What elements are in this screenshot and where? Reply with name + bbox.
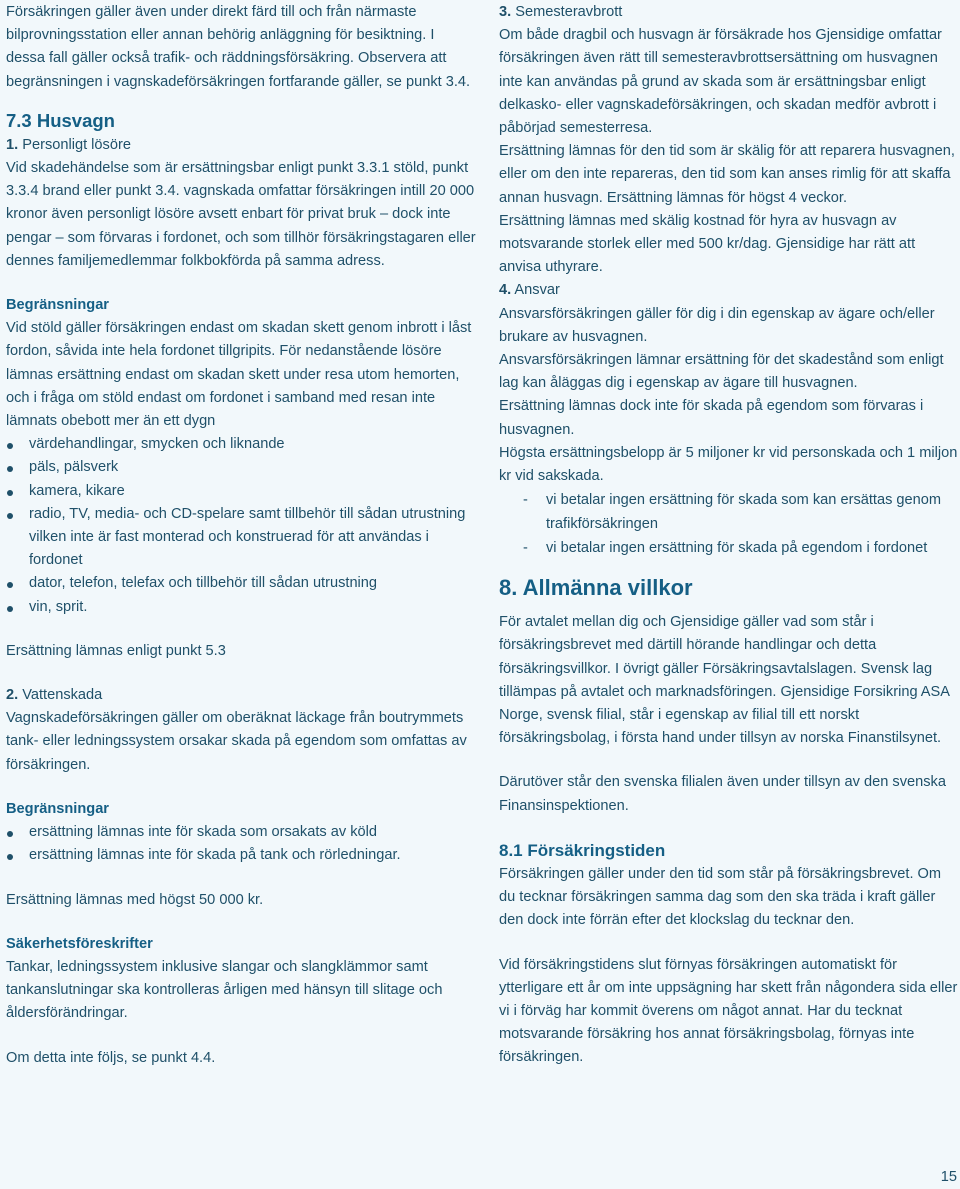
item-3-heading xyxy=(499,1,960,24)
item-2-number: 2. xyxy=(6,687,19,704)
list-item: dator, telefon, telefax och tillbehör till sådan utrustning xyxy=(6,572,476,595)
item-1-compensation: Ersättning lämnas enligt punkt 5.3 xyxy=(6,642,226,659)
item-4-number: 4. xyxy=(499,282,512,299)
limitations-text-1: Vid stöld gäller försäkringen endast om skadan skett genom inbrott i låst fordon, såvida inte hela fordonet tillgripits. För nedanstående lösöre lämnas ersättning endast om skadan skett under resa utom hemorten, och i fråga om stöld endast om fordonet i samband med resan inte lämnats obebott mer än ett dygn xyxy=(6,320,472,430)
item-3-title: Semesteravbrott xyxy=(515,4,623,20)
page-number: 15 xyxy=(940,1169,957,1185)
limitations-heading-1: Begränsningar xyxy=(6,297,109,314)
item-2-compensation: Ersättning lämnas med högst 50 000 kr. xyxy=(6,891,264,908)
item-3-number: 3. xyxy=(499,4,512,20)
section-8-text-1: För avtalet mellan dig och Gjensidige gäller vad som står i försäkringsbrevet med därtill hörande handlingar och detta försäkringsvillkor. I övrigt gäller Försäkringsavtalslagen. Svensk lag tillämpas på avtalet och marknadsföringen. Gjensidige Forsikring ASA Norge, svensk filial, står i egenskap av filial till ett norskt försäkringsbolag, i första hand under tillsyn av norska Finanstilsynet. xyxy=(499,614,950,747)
item-1-heading xyxy=(6,134,476,157)
item-2-title: Vattenskada xyxy=(22,687,103,704)
list-item: ersättning lämnas inte för skada på tank och rörledningar. xyxy=(6,844,476,867)
item-4-title: Ansvar xyxy=(514,282,560,299)
safety-heading: Säkerhetsföreskrifter xyxy=(6,935,153,952)
section-8-1-text-2: Vid försäkringstidens slut förnyas försäkringen automatiskt för ytterligare ett år om inte uppsägning har skett från någondera sida eller vi i förväg har kommit överens om något annat. Har du tecknat motsvarande försäkring hos annat försäkringsbolag, förnyas inte försäkringen. xyxy=(499,956,958,1066)
item-1-title: Personligt lösöre xyxy=(22,136,131,153)
item-4-list xyxy=(499,488,960,560)
section-heading-husvagn: 7.3 Husvagn xyxy=(6,109,115,131)
list-item: värdehandlingar, smycken och liknande xyxy=(6,433,476,456)
item-1-text: Vid skadehändelse som är ersättningsbar enligt punkt 3.3.1 stöld, punkt 3.3.4 brand eller punkt 3.4. vagnskada omfattar försäkringen intill 20 000 kronor även personligt lösöre avsett enbart för privat bruk – dock inte pengar – som förvaras i fordonet, och som tillhör försäkringstagaren eller dennes familjemedlemmar folkbokförda på samma adress. xyxy=(6,160,476,269)
item-3-text-2: Ersättning lämnas för den tid som är skälig för att reparera husvagnen, eller om den inte repareras, den tid som kan anses rimlig för att skaffa annan husvagn. Ersättning lämnas för högst 4 veckor. xyxy=(499,143,955,206)
section-8-text-2: Därutöver står den svenska filialen även under tillsyn av den svenska Finansinspektionen. xyxy=(499,774,946,814)
section-heading-forsakringstiden: 8.1 Försäkringstiden xyxy=(499,840,666,860)
section-heading-allmanna-villkor: 8. Allmänna villkor xyxy=(499,575,693,601)
list-item: - vi betalar ingen ersättning för skada på egendom i fordonet xyxy=(499,536,960,560)
item-4-text-1: Ansvarsförsäkringen gäller för dig i din egenskap av ägare och/eller brukare av husvagnen. xyxy=(499,305,935,345)
limitations-list-2 xyxy=(6,821,476,867)
item-1-number: 1. xyxy=(6,136,19,153)
intro-paragraph: Försäkringen gäller även under direkt färd till och från närmaste bilprovningsstation eller annan behörig anläggning för besiktning. I dessa fall gäller också trafik- och räddningsförsäkring. Observera att begränsningen i vagnskadeförsäkringen fortfarande gäller, se punkt 3.4. xyxy=(6,4,471,90)
list-item: päls, pälsverk xyxy=(6,456,476,479)
item-2-heading xyxy=(6,684,476,707)
item-3-text-1: Om både dragbil och husvagn är försäkrade hos Gjensidige omfattar försäkringen även rätt till semesteravbrottsersättning om husvagnen inte kan användas på grund av skada som är ersättningsbar enligt delkasko- eller vagnskadeförsäkringen, och skadan medför avbrott i påbörjad semesterresa. xyxy=(499,27,942,137)
right-column xyxy=(499,0,960,1070)
limitations-list-1 xyxy=(6,433,476,619)
item-4-text-3: Ersättning lämnas dock inte för skada på egendom som förvaras i husvagnen. xyxy=(499,398,924,438)
safety-text: Tankar, ledningssystem inklusive slangar och slangklämmor samt tankanslutningar ska kontrolleras årligen med hänsyn till slitage och åldersförändringar. xyxy=(6,958,443,1022)
list-item: radio, TV, media- och CD-spelare samt tillbehör till sådan utrustning vilken inte är fast monterad och konstruerad för att användas i fordonet xyxy=(6,503,476,573)
list-item: - vi betalar ingen ersättning för skada som kan ersättas genom trafikförsäkringen xyxy=(499,488,960,536)
section-8-1-text-1: Försäkringen gäller under den tid som står på försäkringsbrevet. Om du tecknar försäkringen samma dag som den ska träda i kraft gäller den dock inte förrän efter det klockslag du tecknar den. xyxy=(499,865,942,929)
item-2-text: Vagnskadeförsäkringen gäller om oberäknat läckage från boutrymmets tank- eller ledningssystem orsakar skada på egendom som omfattas av försäkringen. xyxy=(6,710,467,773)
left-column xyxy=(6,0,476,1070)
item-4-text-2: Ansvarsförsäkringen lämnar ersättning för det skadestånd som enligt lag kan åläggas dig i egenskap av ägare till husvagnen. xyxy=(499,352,944,392)
item-4-text-4: Högsta ersättningsbelopp är 5 miljoner kr vid personskada och 1 miljon kr vid sakskada. xyxy=(499,444,958,485)
limitations-heading-2: Begränsningar xyxy=(6,800,109,817)
item-3-text-3: Ersättning lämnas med skälig kostnad för hyra av husvagn av motsvarande storlek eller med 500 kr/dag. Gjensidige har rätt att anvisa uthyrare. xyxy=(499,212,916,276)
list-item: vin, sprit. xyxy=(6,596,476,619)
list-item: ersättning lämnas inte för skada som orsakats av köld xyxy=(6,821,476,844)
list-item: kamera, kikare xyxy=(6,480,476,503)
safety-reference: Om detta inte följs, se punkt 4.4. xyxy=(6,1049,216,1066)
item-4-heading xyxy=(499,279,960,302)
